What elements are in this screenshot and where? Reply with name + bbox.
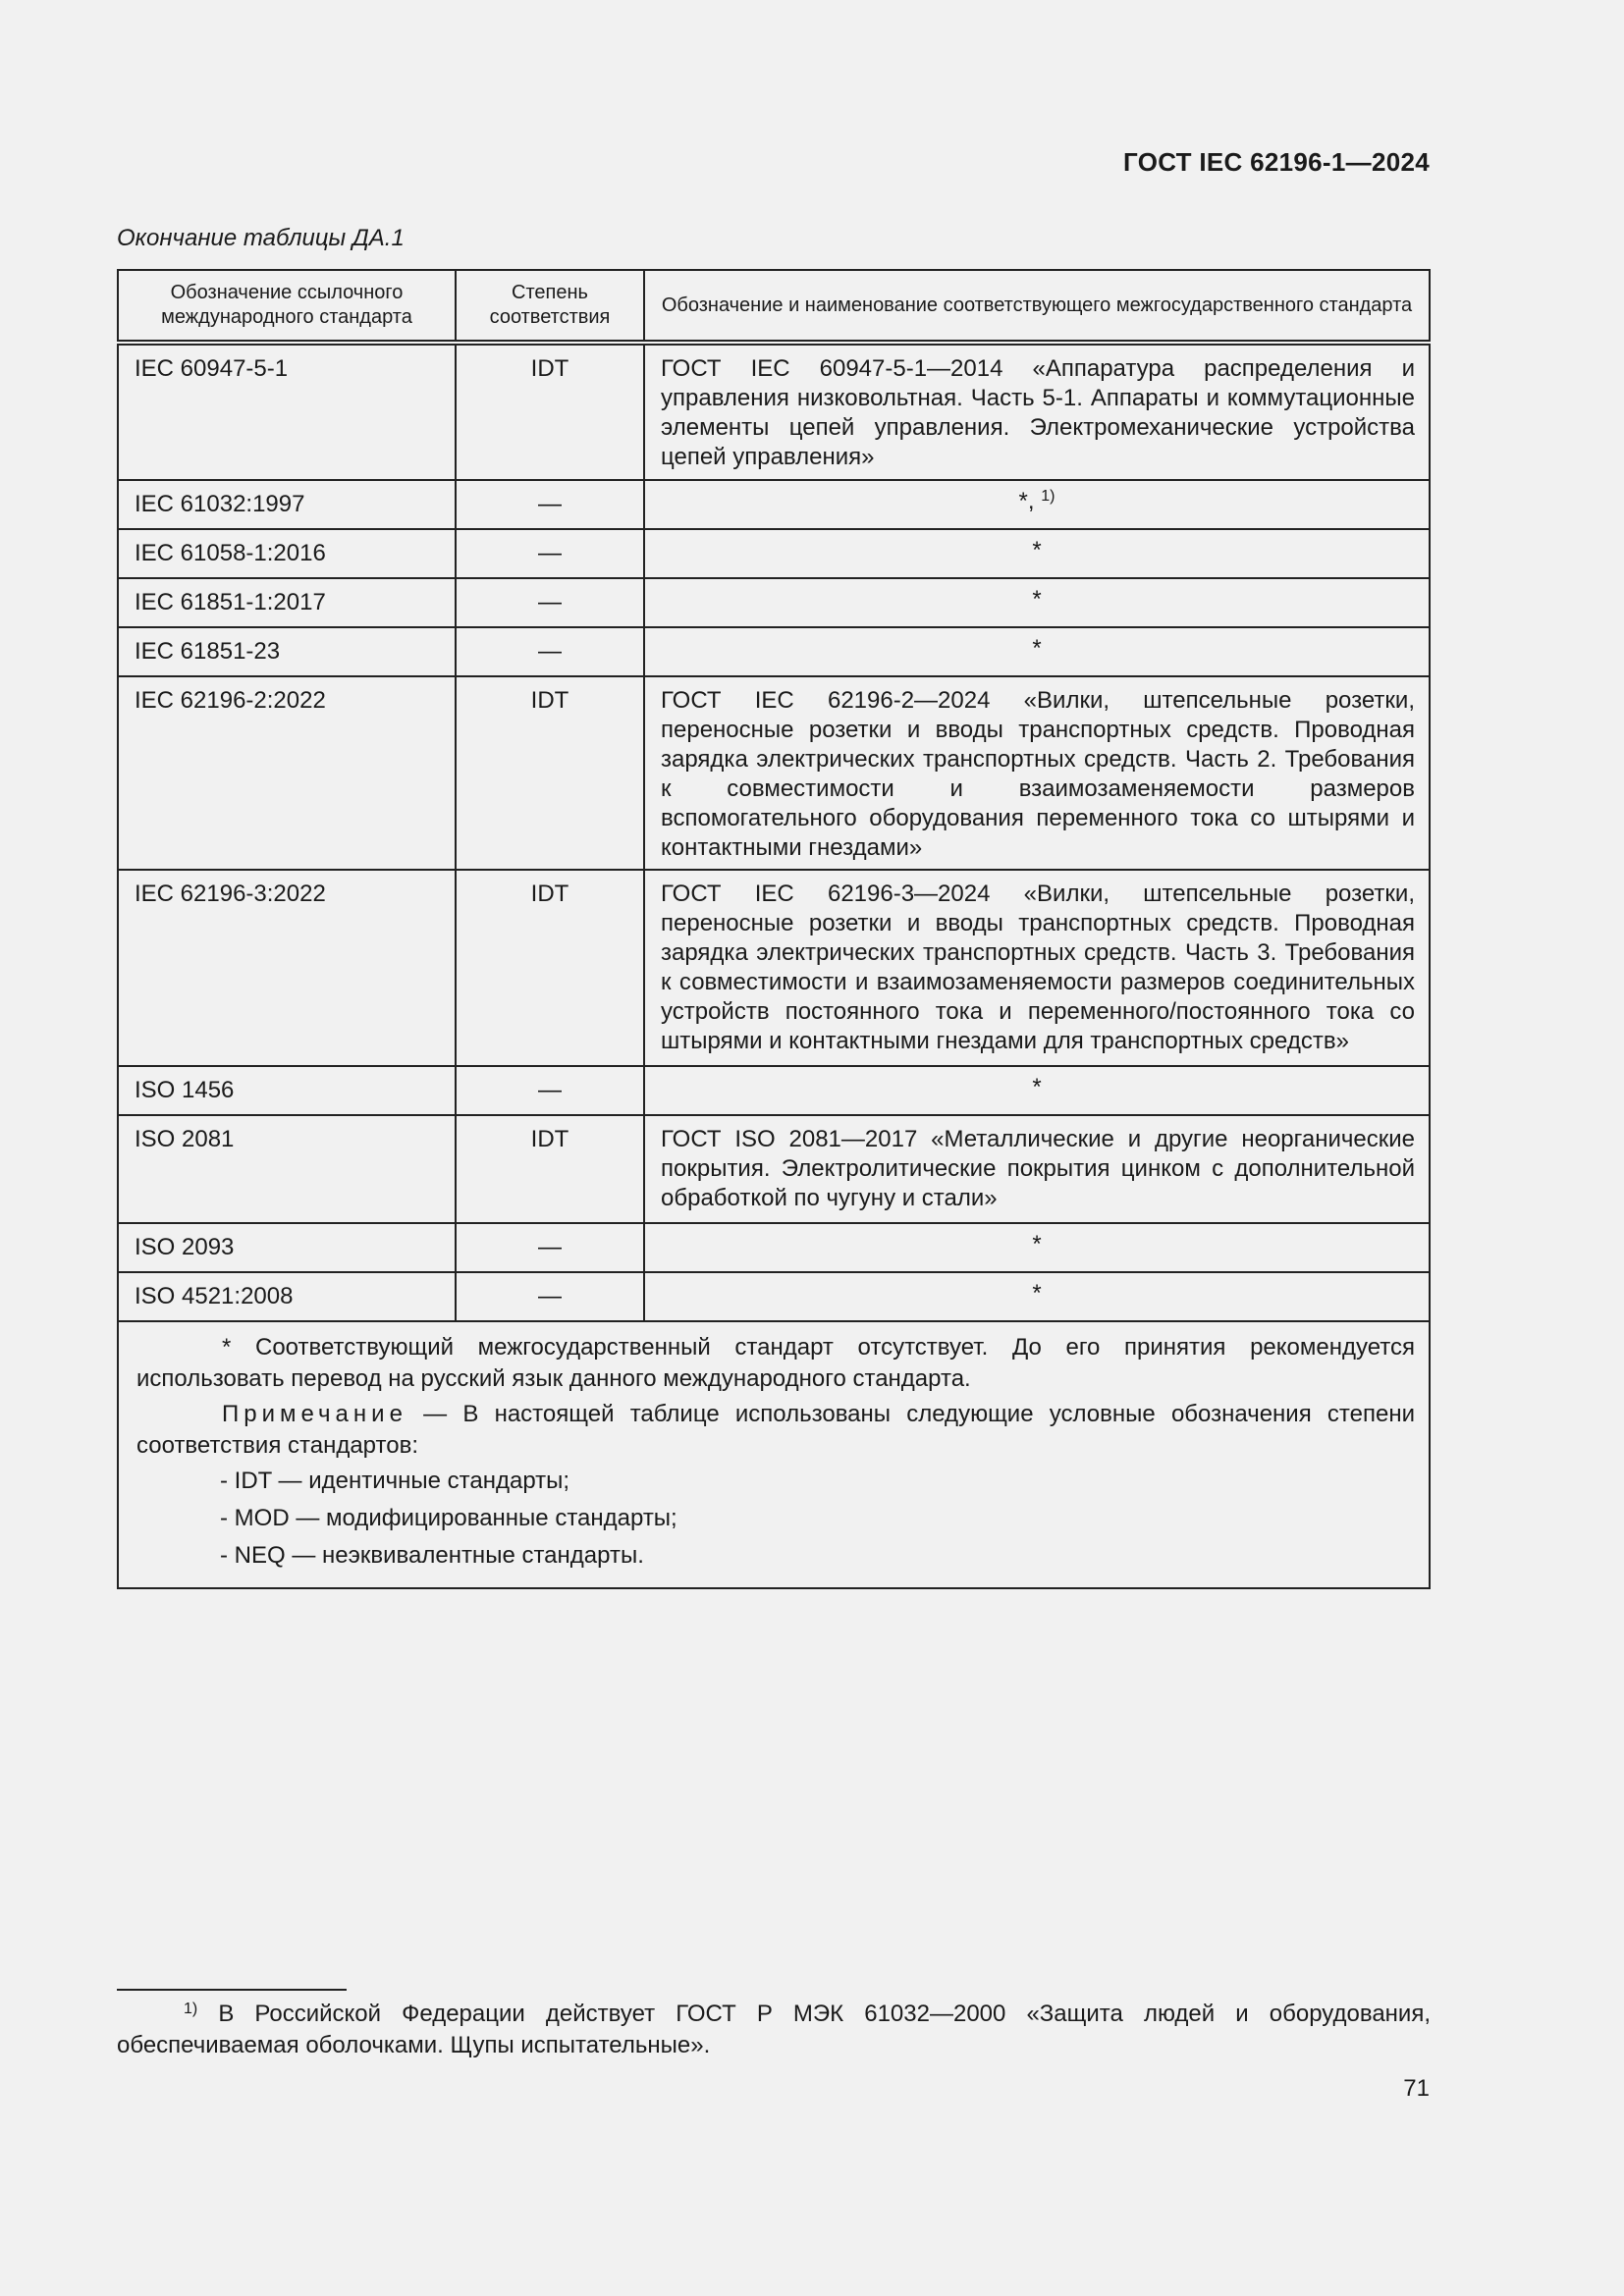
cell-code: ISO 1456 <box>118 1066 456 1115</box>
table-row <box>118 480 1430 529</box>
table-row <box>118 529 1430 578</box>
cell-degree: IDT <box>456 343 644 480</box>
cell-code: IEC 62196-3:2022 <box>118 870 456 1066</box>
asterisk-note: * Соответствующий межгосударственный стандарт отсутствует. До его принятия рекомендуется использовать перевод на русский язык данного международного стандарта. <box>136 1334 1415 1392</box>
cell-degree: — <box>456 627 644 676</box>
cell-code: IEC 61032:1997 <box>118 480 456 529</box>
table-row <box>118 627 1430 676</box>
cell-code: IEC 62196-2:2022 <box>118 676 456 870</box>
cell-standard <box>644 480 1430 529</box>
cell-code: IEC 60947-5-1 <box>118 343 456 480</box>
cell-degree: — <box>456 480 644 529</box>
table-row <box>118 343 1430 480</box>
cell-degree: IDT <box>456 1115 644 1223</box>
page-title: ГОСТ IEC 62196-1—2024 <box>1123 147 1430 177</box>
cell-standard: * <box>644 1272 1430 1321</box>
cell-standard: ГОСТ IEC 60947-5-1—2014 «Аппаратура распределения и управления низковольтная. Часть 5-1. Аппараты и коммутационные элементы цепей управления. Электромеханические устройства цепей управления» <box>644 343 1430 480</box>
table-row <box>118 1115 1430 1223</box>
footnote-text: В Российской Федерации действует ГОСТ Р МЭК 61032—2000 «Защита людей и оборудования, обеспечиваемая оболочками. Щупы испытательные». <box>117 2001 1431 2058</box>
column-header-degree: Степень соответствия <box>456 270 644 343</box>
table-caption: Окончание таблицы ДА.1 <box>117 225 405 251</box>
cell-degree: IDT <box>456 870 644 1066</box>
cell-standard: ГОСТ IEC 62196-2—2024 «Вилки, штепсельные розетки, переносные розетки и вводы транспортных средств. Проводная зарядка электрических транспортных средств. Часть 2. Требования к совместимости и взаимозаменяемости размеров вспомогательного оборудования переменного тока со штырями и контактными гнездами» <box>644 676 1430 870</box>
cell-standard: ГОСТ ISO 2081—2017 «Металлические и другие неорганические покрытия. Электролитические покрытия цинком с дополнительной обработкой по чугуну и стали» <box>644 1115 1430 1223</box>
cell-code: IEC 61058-1:2016 <box>118 529 456 578</box>
cell-code: IEC 61851-23 <box>118 627 456 676</box>
footnote-marker: 1) <box>184 2001 198 2017</box>
table-row <box>118 676 1430 870</box>
cell-degree: — <box>456 1272 644 1321</box>
cell-degree: — <box>456 529 644 578</box>
table-row <box>118 578 1430 627</box>
table-row <box>118 1272 1430 1321</box>
cell-degree: IDT <box>456 676 644 870</box>
legend-item: - IDT — идентичные стандарты; <box>220 1468 570 1494</box>
footnote-ref: 1) <box>1041 488 1056 505</box>
cell-standard: ГОСТ IEC 62196-3—2024 «Вилки, штепсельные розетки, переносные розетки и вводы транспортных средств. Проводная зарядка электрических транспортных средств. Часть 3. Требования к совместимости и взаимозаменяемости размеров соединительных устройств постоянного тока и переменного/постоянного тока со штырями и контактными гнездами для транспортных средств» <box>644 870 1430 1066</box>
table-row <box>118 870 1430 1066</box>
footnote <box>117 1999 1431 2061</box>
table-row <box>118 1223 1430 1272</box>
table-row <box>118 1066 1430 1115</box>
standards-table <box>117 269 1431 1589</box>
cell-code: IEC 61851-1:2017 <box>118 578 456 627</box>
cell-standard: * <box>644 627 1430 676</box>
table-note <box>118 1321 1430 1588</box>
column-header-reference: Обозначение ссылочного международного стандарта <box>118 270 456 343</box>
cell-standard: * <box>644 529 1430 578</box>
footnote-divider <box>117 1989 347 1991</box>
absent-marker: *, <box>1018 488 1035 514</box>
cell-code: ISO 4521:2008 <box>118 1272 456 1321</box>
page-number: 71 <box>1403 2075 1430 2102</box>
legend-item: - NEQ — неэквивалентные стандарты. <box>220 1542 644 1569</box>
cell-code: ISO 2081 <box>118 1115 456 1223</box>
cell-standard: * <box>644 1066 1430 1115</box>
cell-degree: — <box>456 578 644 627</box>
remark-label: Примечание <box>222 1401 407 1427</box>
cell-code: ISO 2093 <box>118 1223 456 1272</box>
remark-text: — В настоящей таблице использованы следующие условные обозначения степени соответствия стандартов: <box>136 1401 1415 1459</box>
table-header-row <box>118 270 1430 343</box>
table-note-row <box>118 1321 1430 1588</box>
cell-degree: — <box>456 1066 644 1115</box>
column-header-standard: Обозначение и наименование соответствующего межгосударственного стандарта <box>644 270 1430 343</box>
legend-item: - MOD — модифицированные стандарты; <box>220 1505 677 1531</box>
cell-degree: — <box>456 1223 644 1272</box>
remark <box>136 1399 1415 1462</box>
cell-standard: * <box>644 578 1430 627</box>
cell-standard: * <box>644 1223 1430 1272</box>
degree-legend <box>136 1466 1415 1572</box>
